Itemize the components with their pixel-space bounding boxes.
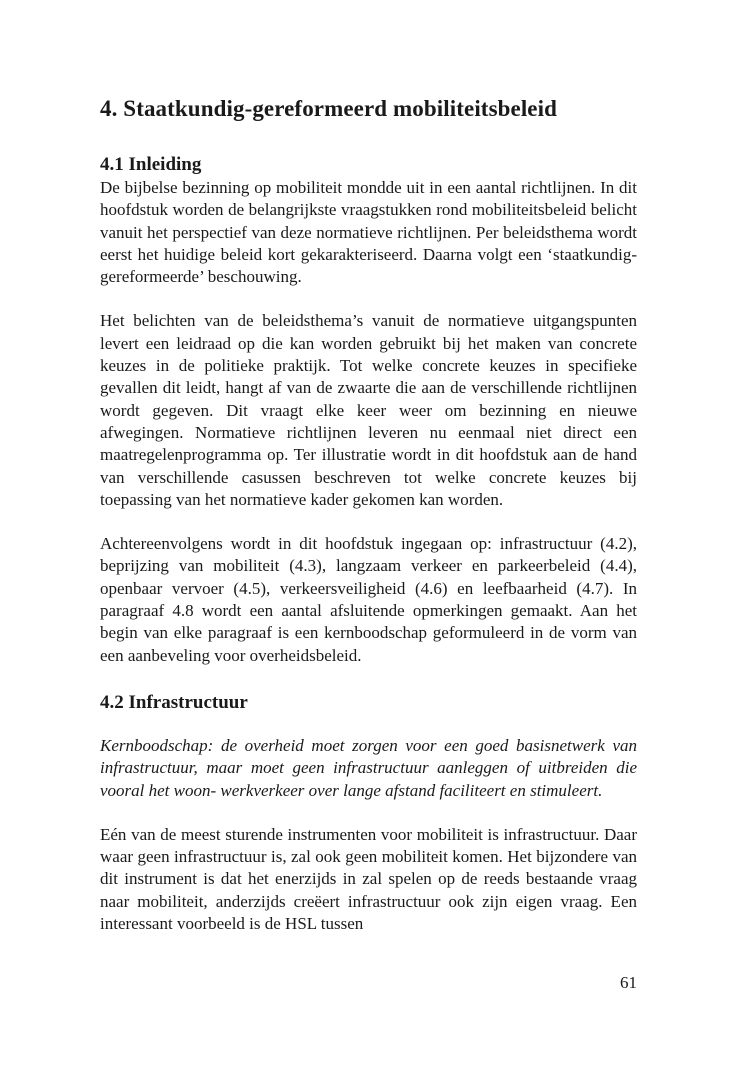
- key-message: Kernboodschap: de overheid moet zorgen voor een goed basisnetwerk van infrastructuur, maar moet geen infrastructuur aanleggen of uitbreiden die vooral het woon- werkverkeer over lange afstand faciliteert en stimuleert.: [100, 735, 637, 800]
- paragraph-gap: [100, 802, 637, 824]
- paragraph: De bijbelse bezinning op mobiliteit mondde uit in een aantal richtlijnen. In dit hoofdstuk worden de belangrijkste vraagstukken rond mobiliteitsbeleid belicht vanuit het perspectief van deze normatieve richtlijnen. Per beleidsthema wordt eerst het huidige beleid kort gekarakteriseerd. Daarna volgt een ‘staatkundig-gereformeerde’ beschouwing.: [100, 178, 637, 287]
- section-heading-infrastructuur: 4.2 Infrastructuur: [100, 691, 248, 713]
- page-content: [100, 92, 637, 935]
- paragraph: Eén van de meest sturende instrumenten voor mobiliteit is infrastructuur. Daar waar geen infrastructuur is, zal ook geen mobiliteit komen. Het bijzondere van dit instrument is dat het enerzijds in zal spelen op de reeds bestaande vraag naar mobiliteit, anderzijds creëert infrastructuur ook zijn eigen vraag. Een interessant voorbeeld is de HSL tussen: [100, 824, 637, 934]
- paragraph-gap: [100, 511, 637, 533]
- chapter-title: 4. Staatkundig-gereformeerd mobiliteitsbeleid: [100, 96, 557, 121]
- paragraph: Het belichten van de beleidsthema’s vanuit de normatieve uitgangspunten levert een leidraad op die kan worden gebruikt bij het maken van concrete keuzes in de politieke praktijk. Tot welke concrete keuzes in specifieke gevallen dit leidt, hangt af van de zwaarte die aan de verschillende richtlijnen wordt gegeven. Dit vraagt elke keer weer om bezinning en nieuwe afwegingen. Normatieve richtlijnen leveren nu eenmaal niet direct een maatregelenprogramma op. Ter illustratie wordt in dit hoofdstuk aan de hand van verschillende casussen beschreven tot welke concrete keuzes bij toepassing van het normatieve kader gekomen kan worden.: [100, 311, 637, 509]
- section-heading-inleiding: 4.1 Inleiding: [100, 154, 202, 175]
- page-number: 61: [620, 973, 637, 992]
- paragraph-gap: [100, 288, 637, 310]
- paragraph: Achtereenvolgens wordt in dit hoofdstuk ingegaan op: infrastructuur (4.2), beprijzing van mobiliteit (4.3), langzaam verkeer en parkeerbeleid (4.4), openbaar vervoer (4.5), verkeersveiligheid (4.6) en leefbaarheid (4.7). In paragraaf 4.8 wordt een aantal afsluitende opmerkingen gemaakt. Aan het begin van elke paragraaf is een kernboodschap geformuleerd in de vorm van een aanbeveling voor overheidsbeleid.: [100, 534, 637, 665]
